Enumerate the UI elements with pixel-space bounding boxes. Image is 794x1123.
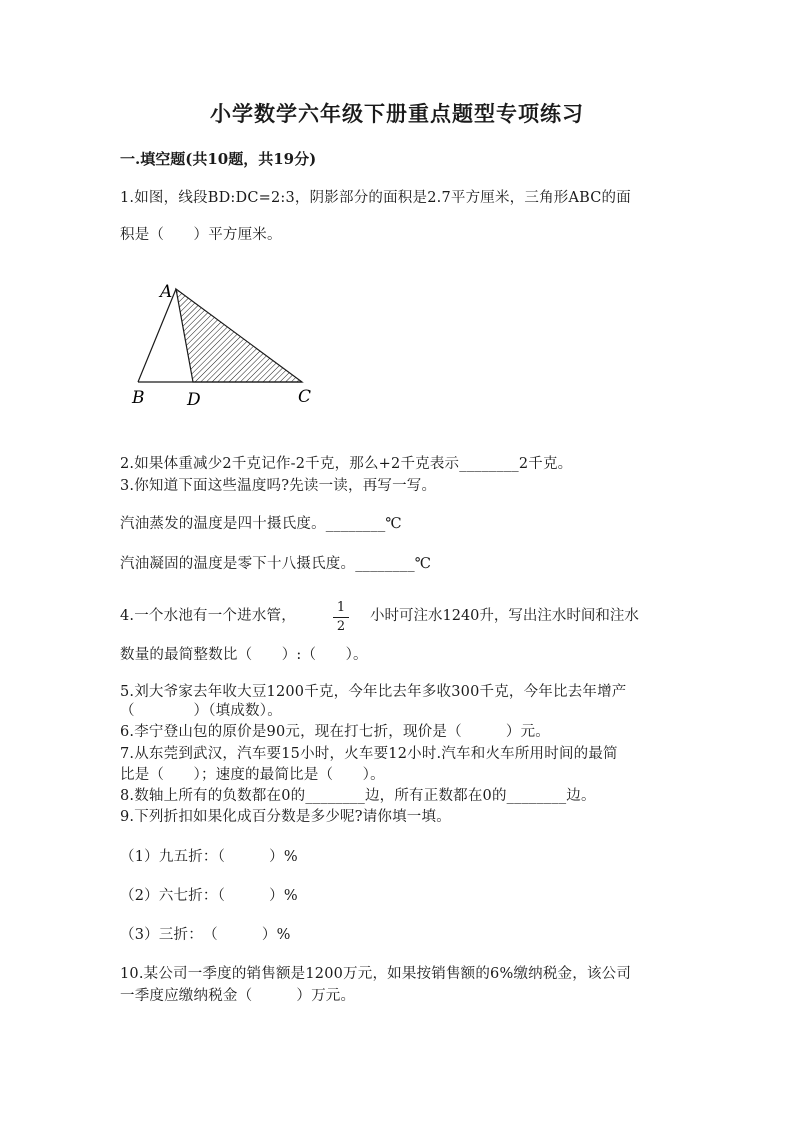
- question-6: 6.李宁登山包的原价是90元，现在打七折，现价是（ ）元。: [120, 724, 550, 740]
- label-c: C: [298, 387, 312, 407]
- label-b: B: [132, 388, 145, 408]
- question-7-line-2: 比是（ ）；速度的最简比是（ ）。: [120, 767, 385, 783]
- question-3-item-1: 汽油蒸发的温度是四十摄氏度。________℃: [120, 516, 402, 532]
- fraction-bar: [333, 617, 349, 618]
- question-4-line-1-post: 小时可注水1240升，写出注水时间和注水: [370, 608, 639, 624]
- question-1-line-1: 1.如图，线段BD:DC=2:3，阴影部分的面积是2.7平方厘米，三角形ABC的面: [120, 190, 631, 206]
- section-heading: 一.填空题(共10题，共19分): [120, 150, 317, 168]
- page-title: 小学数学六年级下册重点题型专项练习: [210, 101, 584, 126]
- question-3: 3.你知道下面这些温度吗?先读一读，再写一写。: [120, 478, 437, 494]
- question-4-line-1-pre: 4.一个水池有一个进水管，: [120, 608, 296, 624]
- question-10-line-1: 10.某公司一季度的销售额是1200万元，如果按销售额的6%缴纳税金，该公司: [120, 966, 632, 982]
- question-9-item-2: （2）六七折：（ ）%: [120, 888, 298, 904]
- shaded-region: [176, 289, 302, 382]
- question-3-item-2: 汽油凝固的温度是零下十八摄氏度。________℃: [120, 556, 432, 572]
- question-2: 2.如果体重减少2千克记作-2千克，那么+2千克表示________2千克。: [120, 456, 573, 472]
- question-7-line-1: 7.从东莞到武汉，汽车要15小时，火车要12小时.汽车和火车所用时间的最简: [120, 746, 618, 762]
- question-4-line-2: 数量的最简整数比（ ）:（ ）。: [120, 647, 368, 663]
- fraction-one-half: [331, 600, 351, 635]
- side-ab: [138, 289, 176, 382]
- question-9: 9.下列折扣如果化成百分数是多少呢?请你填一填。: [120, 809, 451, 825]
- label-a: A: [160, 282, 173, 302]
- question-9-item-3: （3）三折： （ ）%: [120, 927, 291, 943]
- question-8: 8.数轴上所有的负数都在0的________边，所有正数都在0的________边。: [120, 788, 596, 804]
- question-10-line-2: 一季度应缴纳税金（ ）万元。: [120, 988, 356, 1004]
- fraction-denominator: 2: [336, 619, 346, 634]
- question-9-item-1: （1）九五折：（ ）%: [120, 849, 298, 865]
- question-5-line-2: （ ）（填成数）。: [120, 703, 282, 719]
- label-d: D: [187, 390, 201, 410]
- question-1-line-2: 积是（ ）平方厘米。: [120, 227, 282, 243]
- triangle-figure: [118, 272, 328, 417]
- question-5-line-1: 5.刘大爷家去年收大豆1200千克，今年比去年多收300千克，今年比去年增产: [120, 684, 627, 700]
- fraction-numerator: 1: [336, 600, 346, 615]
